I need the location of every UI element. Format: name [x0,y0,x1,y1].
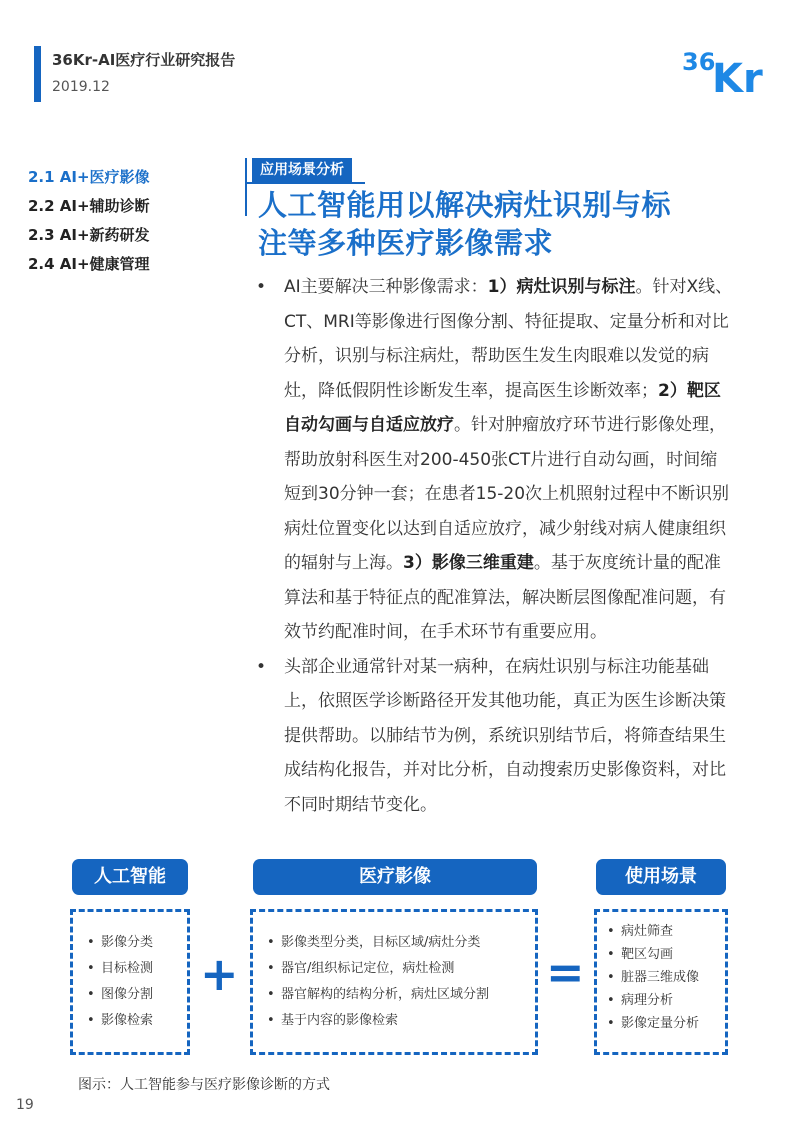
use-scenarios-box [594,909,728,1055]
bullet-keyword: 3）影像三维重建 [403,553,534,573]
bullet-keyword: 2）靶区自动勾画与自适应放疗 [284,380,721,435]
bullet-text: 头部企业通常针对某一病种，在病灶识别与标注功能基础上，依照医学诊断路径开发其他功能，真正为医生诊断决策提供帮助。以肺结节为例，系统识别结节后，将筛查结果生成结构化报告，并对比分析，自动搜索历史影像资料，对比不同时期结节变化。 [284,656,726,815]
report-date: 2019.12 [52,79,110,95]
section-nav [28,166,150,282]
ai-item: • 图像分割 [87,987,154,1002]
ai-item-text: 影像检索 [101,1013,154,1028]
heading-bracket-vertical [245,158,247,216]
imaging-item: • 影像类型分类，目标区域/病灶分类 [267,935,481,950]
scene-item: • 影像定量分析 [607,1016,700,1031]
heading-line-2: 注等多种医疗影像需求 [258,226,554,260]
imaging-label: 医疗影像 [253,859,537,895]
scene-item-text: 影像定量分析 [621,1016,700,1031]
report-title: 36Kr-AI医疗行业研究报告 [52,51,236,69]
imaging-item-text: 器官/组织标记定位，病灶检测 [281,961,455,976]
bullet-dot: • [256,277,267,297]
imaging-item: • 基于内容的影像检索 [267,1013,399,1028]
ai-label: 人工智能 [72,859,188,895]
nav-item-ai-imaging[interactable]: 2.1 AI+医疗影像 [28,168,150,186]
equals-sign: = [546,945,585,999]
36kr-logo [668,40,768,96]
imaging-item-text: 影像类型分类，目标区域/病灶分类 [281,935,481,950]
bullet-keyword: 1）病灶识别与标注 [487,277,636,297]
section-tag: 应用场景分析 [252,158,352,182]
bullet-text: AI主要解决三种影像需求： [284,277,488,297]
imaging-item: • 器官/组织标记定位，病灶检测 [267,961,455,976]
ai-capabilities-box [70,909,190,1055]
header-accent-bar [34,46,41,102]
bullet-text: 。针对X线、CT、MRI等影像进行图像分割、特征提取、定量分析和对比分析，识别与标注病灶，帮助医生发生肉眼难以发觉的病灶，降低假阴性诊断发生率，提高医生诊断效率； [284,277,733,401]
scene-item-text: 病灶筛查 [621,924,674,939]
svg-text:Kr: Kr [712,56,763,96]
imaging-item-text: 基于内容的影像检索 [281,1013,399,1028]
ai-item: • 目标检测 [87,961,154,976]
page-heading [258,186,738,262]
svg-text:36: 36 [682,48,716,76]
bullet-leading-companies [252,650,734,823]
plus-sign: + [200,947,239,1001]
imaging-item: • 器官解构的结构分析，病灶区域分割 [267,987,490,1002]
scene-item-text: 靶区勾画 [621,947,674,962]
bullet-text: 。基于灰度统计量的配准算法和基于特征点的配准算法，解决断层图像配准问题，有效节约配准时间，在手术环节有重要应用。 [284,553,726,642]
nav-item-ai-drug-discovery[interactable]: 2.3 AI+新药研发 [28,226,150,244]
scene-item: • 脏器三维成像 [607,970,700,985]
nav-item-ai-health-management[interactable]: 2.4 AI+健康管理 [28,255,150,273]
scene-item: • 病灶筛查 [607,924,674,939]
ai-item-text: 目标检测 [101,961,154,976]
imaging-item-text: 器官解构的结构分析，病灶区域分割 [281,987,490,1002]
scene-item-text: 病理分析 [621,993,674,1008]
body-bullets [252,270,734,822]
nav-item-ai-diagnosis[interactable]: 2.2 AI+辅助诊断 [28,197,150,215]
ai-item-text: 图像分割 [101,987,154,1002]
ai-item-text: 影像分类 [101,935,154,950]
imaging-tasks-box [250,909,538,1055]
ai-item: • 影像检索 [87,1013,154,1028]
figure-caption: 图示：人工智能参与医疗影像诊断的方式 [78,1077,330,1093]
heading-line-1: 人工智能用以解决病灶识别与标 [258,188,672,222]
ai-item: • 影像分类 [87,935,154,950]
bullet-dot: • [256,656,267,677]
page-number: 19 [16,1097,34,1113]
bullet-three-needs [252,270,734,650]
scene-item-text: 脏器三维成像 [621,970,700,985]
scene-item: • 靶区勾画 [607,947,674,962]
scene-item: • 病理分析 [607,993,674,1008]
heading-bracket-horizontal [245,182,365,184]
bullet-text: 。针对肿瘤放疗环节进行影像处理，帮助放射科医生对200-450张CT片进行自动勾画，时间缩短到30分钟一套；在患者15-20次上机照射过程中不断识别病灶位置变化以达到自适应放疗，减少射线对病人健康组织的辐射与上海。 [284,415,730,573]
scene-label: 使用场景 [596,859,726,895]
